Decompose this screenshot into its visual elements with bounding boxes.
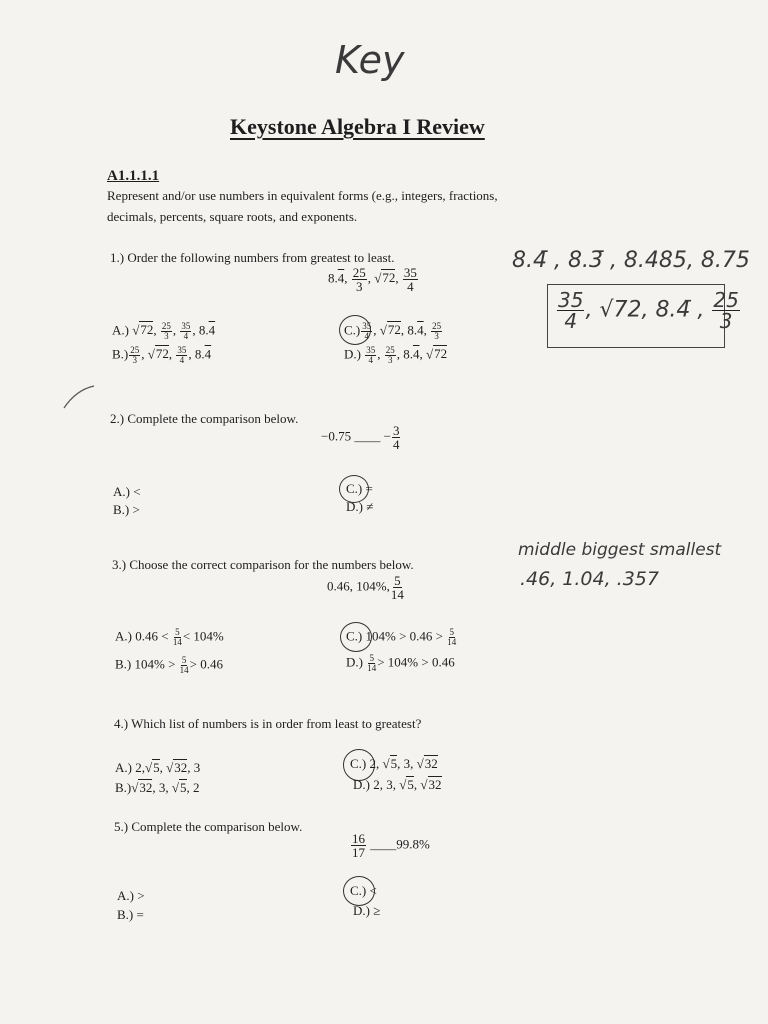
worksheet-title: Keystone Algebra I Review: [230, 114, 485, 139]
q2-option-b[interactable]: B.) >: [113, 502, 140, 517]
q1-option-d[interactable]: D.) $\frac{35}{4}$ , $\frac{25}{3}$ , 8.4, √72: [344, 345, 448, 365]
stray-pen-mark: [58, 382, 98, 412]
q3-number-list: 0.46, 104%, $\frac{5}{14}$: [327, 573, 404, 602]
q4-option-c[interactable]: C.) 2, √5, 3, √32: [350, 756, 438, 771]
description-line-1: Represent and/or use numbers in equivalent forms (e.g., integers, fractions,: [107, 188, 498, 203]
q3-prompt: 3.) Choose the correct comparison for the numbers below.: [112, 557, 414, 572]
q4-option-b[interactable]: B.)√32, 3, √5, 2: [115, 780, 200, 795]
q3-handwritten-values: .46, 1.04, .357: [520, 568, 659, 590]
q5-prompt: 5.) Complete the comparison below.: [114, 819, 303, 834]
q1-prompt: 1.) Order the following numbers from greatest to least.: [110, 250, 395, 265]
q4-option-a[interactable]: A.) 2,√5, √32, 3: [115, 760, 201, 775]
q4-prompt: 4.) Which list of numbers is in order from least to greatest?: [114, 716, 422, 731]
q2-option-d[interactable]: D.) ≠: [346, 499, 374, 514]
q1-handwritten-answer: $\frac{35}{4}$ , √72, 8.4̄ , $\frac{25}{3}$: [558, 288, 739, 333]
q1-option-b[interactable]: B.) $\frac{25}{3}$ , √72, $\frac{35}{4}$ , 8.4: [112, 345, 212, 365]
q2-expression: −0.75 ____ − $\frac{3}{4}$: [321, 423, 400, 452]
q3-option-c[interactable]: C.) 104% > 0.46 > $\frac{5}{14}$: [346, 627, 457, 647]
standard-code: A1.1.1.1: [107, 168, 160, 184]
q5-option-c[interactable]: C.) <: [350, 883, 377, 898]
q4-option-d[interactable]: D.) 2, 3, √5, √32: [353, 777, 442, 792]
q5-option-a[interactable]: A.) >: [117, 888, 145, 903]
q3-handwritten-labels: middle biggest smallest: [518, 540, 722, 560]
q1-number-list: 8.4, $\frac{25}{3}$ , √72, $\frac{35}{4}$: [328, 265, 417, 294]
q5-expression: $\frac{16}{17}$ ____99.8%: [352, 831, 430, 860]
q5-option-d[interactable]: D.) ≥: [353, 903, 381, 918]
q1-option-c[interactable]: C.) $\frac{35}{4}$ , √72, 8.4, $\frac{25}{3}$: [344, 321, 442, 341]
q3-option-a[interactable]: A.) 0.46 < $\frac{5}{14}$ < 104%: [115, 627, 224, 647]
q3-option-d[interactable]: D.) $\frac{5}{14}$ > 104% > 0.46: [346, 653, 455, 673]
key-handwritten-mark: Key: [335, 38, 405, 82]
q5-option-b[interactable]: B.) =: [117, 907, 144, 922]
q2-option-c[interactable]: C.) =: [346, 481, 373, 496]
description-line-2: decimals, percents, square roots, and exponents.: [107, 209, 358, 224]
q2-option-a[interactable]: A.) <: [113, 484, 141, 499]
q1-option-a[interactable]: A.) √72, $\frac{25}{3}$ , $\frac{35}{4}$ , 8.4: [112, 321, 216, 341]
q1-handwritten-decimals: 8.4̄ , 8.3̄ , 8.485, 8.75: [512, 248, 750, 273]
q2-prompt: 2.) Complete the comparison below.: [110, 411, 299, 426]
q3-option-b[interactable]: B.) 104% > $\frac{5}{14}$ > 0.46: [115, 655, 224, 675]
